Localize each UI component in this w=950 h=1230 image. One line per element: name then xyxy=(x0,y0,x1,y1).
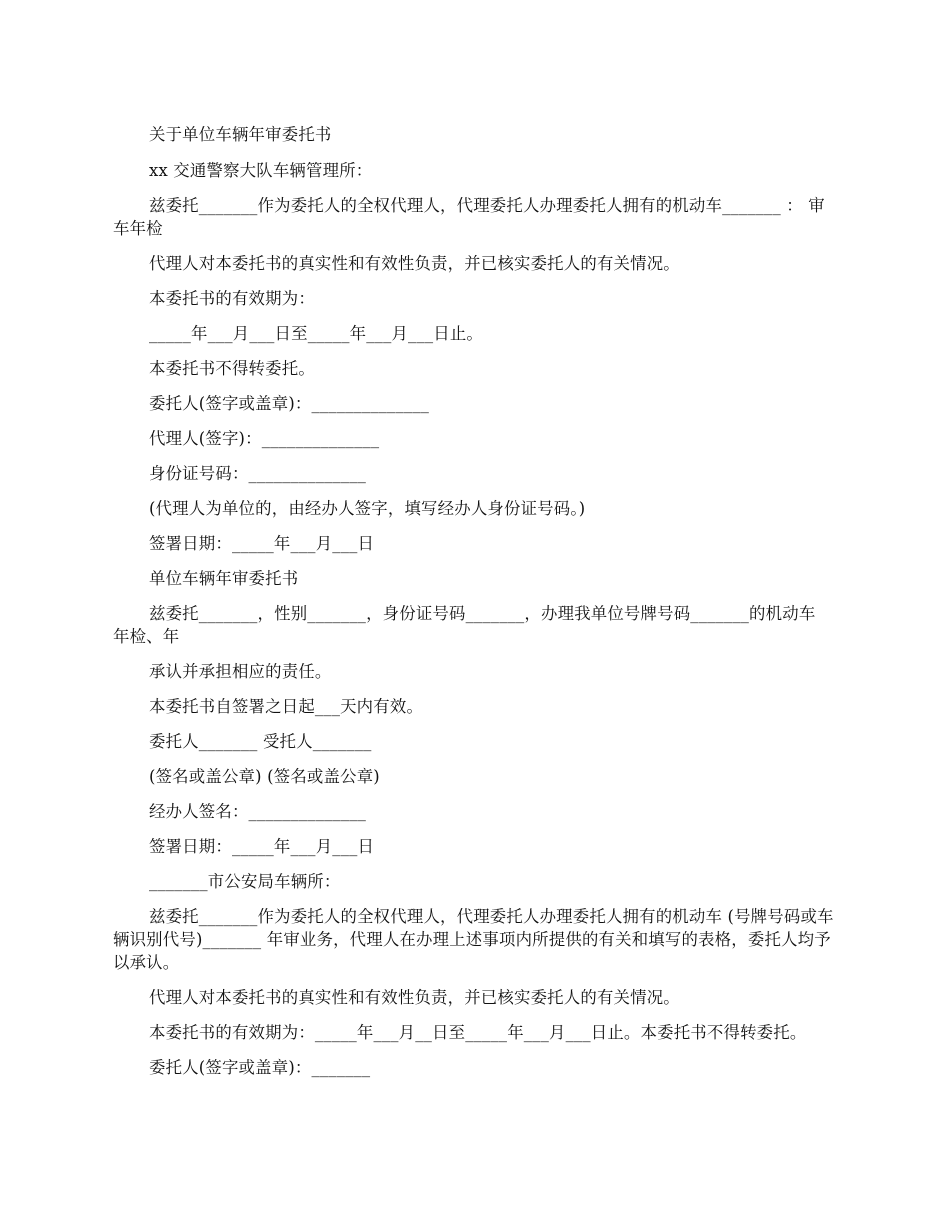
entrustment-paragraph-2: 兹委托_______，性别_______，身份证号码_______，办理我单位号牌号码_______的机动车 年检、年 xyxy=(113,604,816,646)
principal-agent-line: 委托人_______ 受托人_______ xyxy=(149,732,372,751)
document-body xyxy=(113,123,835,1091)
agent-signature-line: 代理人(签字)：______________ xyxy=(149,429,380,448)
validity-label: 本委托书的有效期为： xyxy=(149,289,315,308)
acknowledgement-line: 承认并承担相应的责任。 xyxy=(149,662,332,681)
agent-note: (代理人为单位的，由经办人签字，填写经办人身份证号码。) xyxy=(149,499,586,518)
validity-period-2: 本委托书的有效期为：_____年___月__日至_____年___月___日止。本委托书不得转委托。 xyxy=(149,1023,807,1042)
signing-date-line: 签署日期：_____年___月___日 xyxy=(149,534,375,553)
principal-signature-line-2: 委托人(签字或盖章)：_______ xyxy=(149,1058,371,1077)
entrustment-paragraph: 兹委托_______作为委托人的全权代理人，代理委托人办理委托人拥有的机动车_______ ： 审车年检 xyxy=(113,196,825,238)
signing-date-line-2: 签署日期：_____年___月___日 xyxy=(149,837,375,856)
addressee-line: xx 交通警察大队车辆管理所： xyxy=(149,161,373,180)
handler-signature-line: 经办人签名：______________ xyxy=(149,802,367,821)
id-number-line: 身份证号码：______________ xyxy=(149,464,367,483)
entrustment-paragraph-3: 兹委托_______作为委托人的全权代理人，代理委托人办理委托人拥有的机动车 (号牌号码或车辆识别代号)_______ 年审业务，代理人在办理上述事项内所提供的有关和填写的表格，委托人均予以承认。 xyxy=(113,907,834,972)
section-title: 单位车辆年审委托书 xyxy=(149,569,299,588)
responsibility-paragraph: 代理人对本委托书的真实性和有效性负责，并已核实委托人的有关情况。 xyxy=(149,254,680,273)
seal-note-line: (签名或盖公章) (签名或盖公章) xyxy=(149,767,380,786)
validity-period: _____年___月___日至_____年___月___日止。 xyxy=(149,324,484,343)
document-title: 关于单位车辆年审委托书 xyxy=(149,125,332,144)
addressee-line-2: _______市公安局车辆所： xyxy=(149,872,341,891)
responsibility-paragraph-2: 代理人对本委托书的真实性和有效性负责，并已核实委托人的有关情况。 xyxy=(149,988,680,1007)
principal-signature-line: 委托人(签字或盖章)：______________ xyxy=(149,394,430,413)
validity-days-line: 本委托书自签署之日起___天内有效。 xyxy=(149,697,424,716)
no-subdelegation-note: 本委托书不得转委托。 xyxy=(149,359,315,378)
